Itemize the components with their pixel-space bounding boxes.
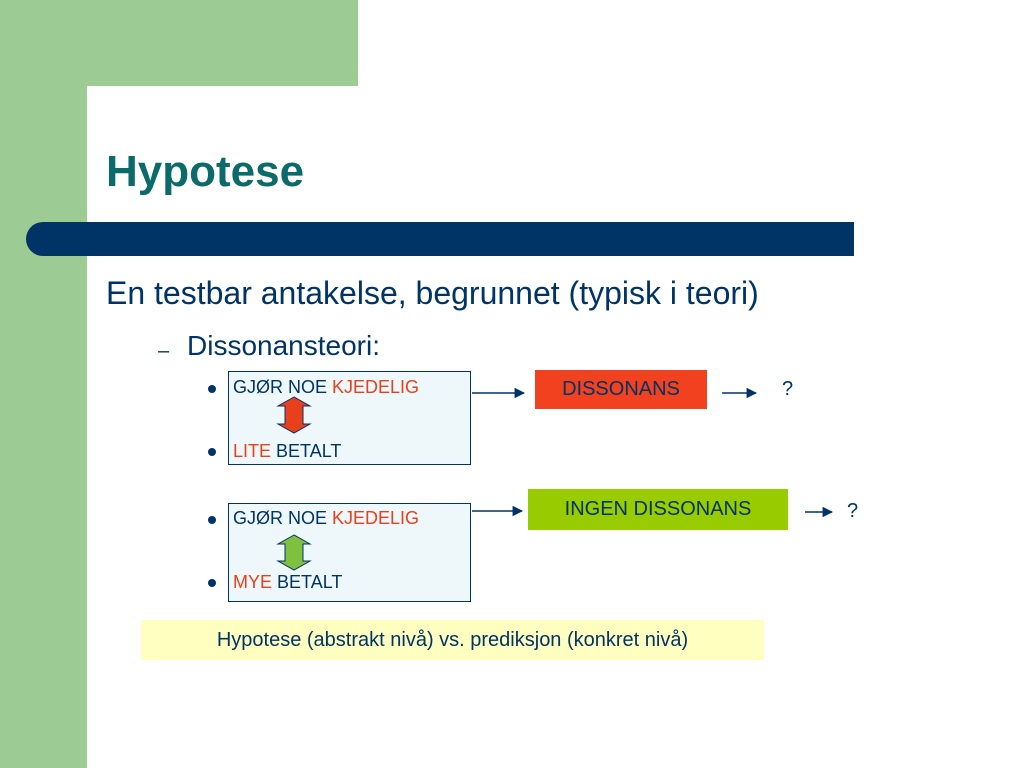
sub-dash: –	[158, 340, 170, 362]
scenario2-question: ?	[847, 500, 859, 522]
scenario2-line1-prefix: GJØR NOE	[233, 508, 333, 528]
scenario2-line2-highlight: MYE	[233, 572, 273, 592]
scenario1-outcome: DISSONANS	[535, 370, 707, 409]
scenario1-line2-highlight: LITE	[233, 441, 272, 461]
double-arrow-green	[278, 535, 310, 570]
scenario1-question: ?	[782, 378, 794, 400]
sub-point: Dissonansteori:	[187, 330, 380, 361]
slide-title: Hypotese	[106, 147, 305, 196]
scenario2-line2-suffix: BETALT	[272, 572, 343, 592]
scenario1-line1-highlight: KJEDELIG	[332, 377, 420, 397]
scenario2-line1-highlight: KJEDELIG	[332, 508, 420, 528]
double-arrow-red	[278, 397, 310, 433]
hypothesis-note: Hypotese (abstrakt nivå) vs. prediksjon (konkret nivå)	[141, 620, 764, 660]
main-point: En testbar antakelse, begrunnet (typisk i teori)	[106, 275, 759, 311]
scenario1-line1-prefix: GJØR NOE	[233, 377, 333, 397]
scenario1-line2-suffix: BETALT	[271, 441, 342, 461]
scenario2-outcome: INGEN DISSONANS	[528, 489, 788, 530]
